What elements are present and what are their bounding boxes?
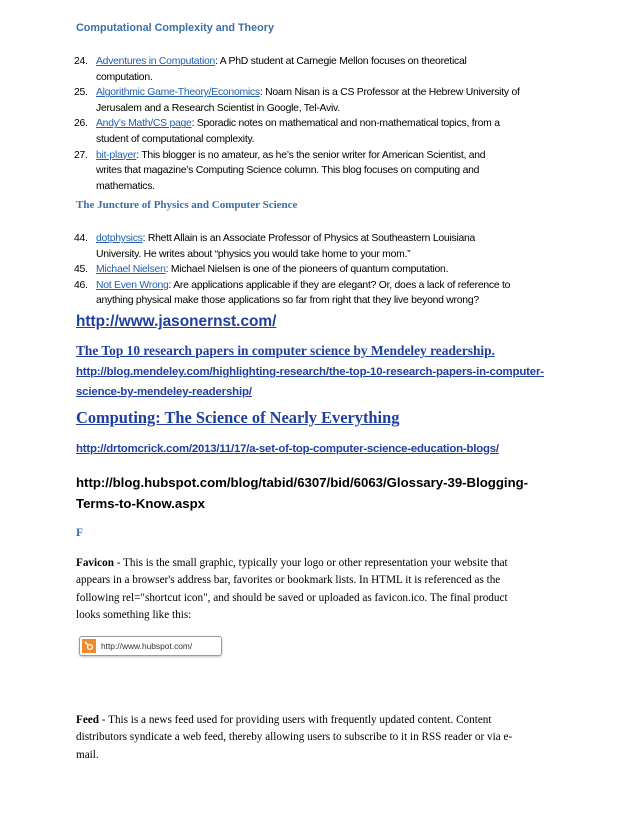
- feed-definition: [76, 712, 556, 764]
- item-text-cont: computation.: [96, 71, 153, 83]
- physics-heading: The Juncture of Physics and Computer Science: [76, 199, 298, 211]
- feed-line-3: mail.: [76, 748, 99, 761]
- mendeley-url-link[interactable]: [76, 362, 576, 402]
- favicon-line-4: looks something like this:: [76, 609, 192, 622]
- example-url-text: http://www.hubspot.com/: [101, 641, 193, 651]
- feed-line-1: - This is a news feed used for providing users with frequently updated content. Content: [99, 714, 492, 726]
- computing-title-link[interactable]: Computing: The Science of Nearly Everything: [76, 408, 400, 427]
- andys-math-link[interactable]: Andy’s Math/CS page: [96, 118, 192, 130]
- list-number: 25.: [74, 87, 88, 99]
- item-text: : Are applications applicable if they are elegant? Or, does a lack of reference to: [168, 279, 511, 291]
- item-text: : Sporadic notes on mathematical and non-mathematical topics, from a: [191, 118, 500, 130]
- list-number: 45.: [74, 264, 88, 276]
- list-number: 44.: [74, 233, 88, 244]
- list-number: 46.: [74, 279, 88, 291]
- favicon-line-2: appears in a browser's address bar, favorites or bookmark lists. In HTML it is referenced as the: [76, 574, 501, 587]
- favicon-line-1: - This is the small graphic, typically your logo or other representation your website that: [113, 557, 508, 569]
- item-text-cont: writes that magazine’s Computing Science column. This blog focuses on computing and: [96, 165, 480, 177]
- item-text: : A PhD student at Carnegie Mellon focuses on theoretical: [215, 56, 467, 67]
- feed-line-2: distributors syndicate a web feed, thereby allowing users to subscribe to it in RSS reader or via e-: [76, 731, 513, 744]
- list-number: 24.: [74, 56, 88, 67]
- favicon-line-3: following rel="shortcut icon", and should be saved or uploaded as favicon.ico. The final product: [76, 591, 508, 604]
- list-item: [74, 85, 566, 116]
- hubspot-url-line-1: http://blog.hubspot.com/blog/tabid/6307/bid/6063/Glossary-39-Blogging-: [76, 475, 529, 490]
- item-text-cont: mathematics.: [96, 180, 155, 192]
- item-text-cont: Jerusalem and a Research Scientist in Google, Tel-Aviv.: [96, 102, 340, 114]
- bit-player-link[interactable]: bit-player: [96, 149, 137, 161]
- list-item: [74, 262, 566, 278]
- favicon-definition: [76, 555, 556, 625]
- complexity-list: [74, 54, 566, 194]
- feed-term: Feed: [76, 714, 99, 726]
- hubspot-favicon-icon: [82, 639, 96, 653]
- item-text-cont: University. He writes about “physics you would take home to your mom.”: [96, 248, 411, 260]
- item-text: : This blogger is no amateur, as he’s the senior writer for American Scientist, and: [136, 149, 486, 161]
- item-text: : Michael Nielsen is one of the pioneers of quantum computation.: [165, 264, 449, 276]
- list-item: [74, 148, 566, 195]
- michael-nielsen-link[interactable]: Michael Nielsen: [96, 264, 166, 276]
- list-item: [74, 116, 566, 147]
- physics-list: [74, 231, 566, 309]
- glossary-letter: F: [76, 526, 84, 539]
- list-number: 27.: [74, 149, 88, 161]
- dotphysics-link[interactable]: dotphysics: [96, 233, 143, 244]
- item-text-cont: anything physical make those applications so far from right that they live beyond wrong?: [96, 295, 479, 307]
- item-text-cont: student of computational complexity.: [96, 133, 255, 145]
- list-number: 26.: [74, 118, 88, 130]
- favicon-example-addressbar: [79, 636, 222, 656]
- list-item: [74, 54, 566, 85]
- item-text: : Rhett Allain is an Associate Professor of Physics at Southeastern Louisiana: [142, 233, 476, 244]
- jasonernst-link[interactable]: http://www.jasonernst.com/: [76, 313, 277, 330]
- item-text: : Noam Nisan is a CS Professor at the Hebrew University of: [259, 87, 520, 99]
- list-item: [74, 278, 566, 309]
- list-item: [74, 231, 566, 262]
- algorithmic-game-theory-link[interactable]: Algorithmic Game-Theory/Economics: [96, 87, 260, 99]
- mendeley-title-link[interactable]: The Top 10 research papers in computer science by Mendeley readership.: [76, 343, 495, 358]
- hubspot-url-line-2: Terms-to-Know.aspx: [76, 496, 205, 511]
- hubspot-glossary-url: [76, 472, 576, 514]
- mendeley-url-line-1[interactable]: http://blog.mendeley.com/highlighting-research/the-top-10-research-papers-in-computer-: [76, 366, 544, 378]
- favicon-term: Favicon: [76, 557, 114, 569]
- page-title: Computational Complexity and Theory: [76, 22, 274, 34]
- drtomcrick-link[interactable]: http://drtomcrick.com/2013/11/17/a-set-of-top-computer-science-education-blogs/: [76, 443, 499, 455]
- not-even-wrong-link[interactable]: Not Even Wrong: [96, 279, 169, 291]
- mendeley-url-line-2[interactable]: science-by-mendeley-readership/: [76, 386, 252, 398]
- adventures-link[interactable]: Adventures in Computation: [96, 56, 216, 67]
